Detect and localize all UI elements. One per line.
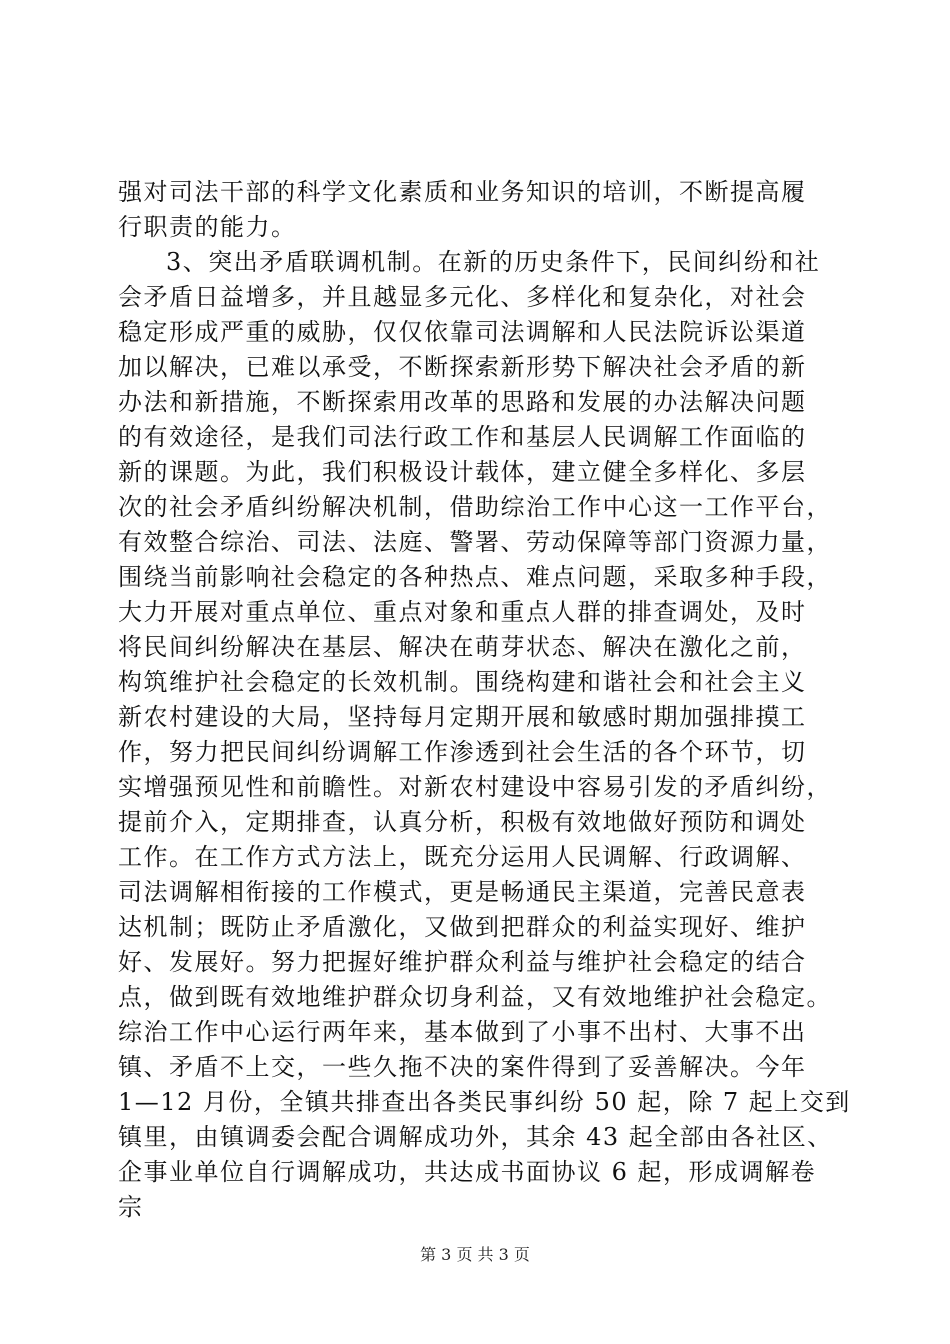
text-line: 综治工作中心运行两年来，基本做到了小事不出村、大事不出 <box>118 1018 807 1046</box>
text-line: 围绕当前影响社会稳定的各种热点、难点问题，采取多种手段， <box>118 563 832 591</box>
body-text <box>118 175 851 1225</box>
text-line: 达机制；既防止矛盾激化，又做到把群众的利益实现好、维护 <box>118 913 807 941</box>
text-line: 稳定形成严重的威胁，仅仅依靠司法调解和人民法院诉讼渠道 <box>118 318 807 346</box>
text-line: 点，做到既有效地维护群众切身利益，又有效地维护社会稳定。 <box>118 983 832 1011</box>
text-line: 大力开展对重点单位、重点对象和重点人群的排查调处，及时 <box>118 598 807 626</box>
text-line: 行职责的能力。 <box>118 213 297 241</box>
text-line: 工作。在工作方式方法上，既充分运用人民调解、行政调解、 <box>118 843 807 871</box>
text-line: 镇里，由镇调委会配合调解成功外，其余 43 起全部由各社区、 <box>118 1123 833 1151</box>
text-line: 好、发展好。努力把握好维护群众利益与维护社会稳定的结合 <box>118 948 807 976</box>
text-line: 会矛盾日益增多，并且越显多元化、多样化和复杂化，对社会 <box>118 283 807 311</box>
text-line: 构筑维护社会稳定的长效机制。围绕构建和谐社会和社会主义 <box>118 668 807 696</box>
text-line: 司法调解相衔接的工作模式，更是畅通民主渠道，完善民意表 <box>118 878 807 906</box>
text-line: 的有效途径，是我们司法行政工作和基层人民调解工作面临的 <box>118 423 807 451</box>
text-line: 办法和新措施，不断探索用改革的思路和发展的办法解决问题 <box>118 388 807 416</box>
section-heading-line: 3、突出矛盾联调机制。在新的历史条件下，民间纠纷和社 <box>166 248 821 276</box>
text-line: 有效整合综治、司法、法庭、警署、劳动保障等部门资源力量， <box>118 528 832 556</box>
text-line: 加以解决，已难以承受，不断探索新形势下解决社会矛盾的新 <box>118 353 807 381</box>
text-line: 镇、矛盾不上交，一些久拖不决的案件得到了妥善解决。今年 <box>118 1053 807 1081</box>
text-line: 企事业单位自行调解成功，共达成书面协议 6 起，形成调解卷 <box>118 1158 817 1186</box>
text-line: 实增强预见性和前瞻性。对新农村建设中容易引发的矛盾纠纷， <box>118 773 832 801</box>
text-line: 宗 <box>118 1193 144 1221</box>
text-line: 将民间纠纷解决在基层、解决在萌芽状态、解决在激化之前， <box>118 633 807 661</box>
text-line: 强对司法干部的科学文化素质和业务知识的培训，不断提高履 <box>118 178 807 206</box>
text-line: 新农村建设的大局，坚持每月定期开展和敏感时期加强排摸工 <box>118 703 807 731</box>
text-line: 作，努力把民间纠纷调解工作渗透到社会生活的各个环节，切 <box>118 738 807 766</box>
text-line: 提前介入，定期排查，认真分析，积极有效地做好预防和调处 <box>118 808 807 836</box>
text-line: 新的课题。为此，我们积极设计载体，建立健全多样化、多层 <box>118 458 807 486</box>
text-line: 次的社会矛盾纠纷解决机制，借助综治工作中心这一工作平台， <box>118 493 832 521</box>
text-line: 1—12 月份，全镇共排查出各类民事纠纷 50 起，除 7 起上交到 <box>118 1088 851 1116</box>
page-number-footer: 第 3 页 共 3 页 <box>420 1245 530 1264</box>
